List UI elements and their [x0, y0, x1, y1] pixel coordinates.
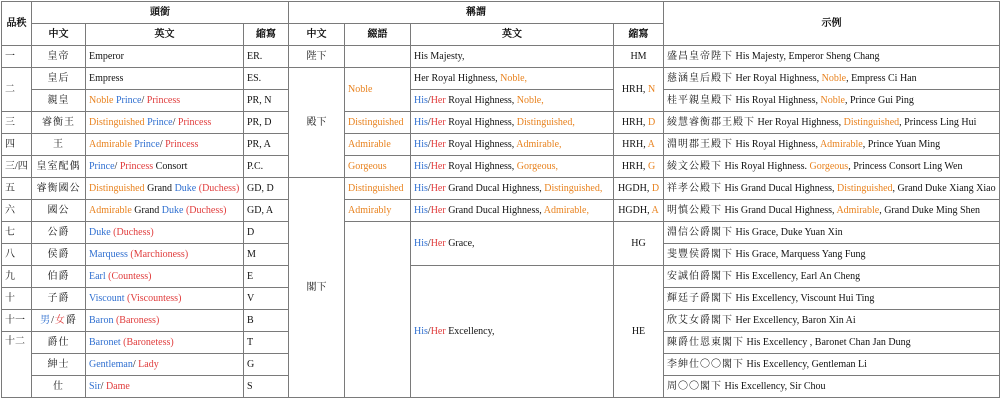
style-cn-cell: 閣下 — [289, 178, 345, 398]
style-abbr-cell: HRH, G — [614, 156, 664, 178]
example-cell: 明慎公殿下 His Grand Ducal Highness, Admirable, Grand Duke Ming Shen — [664, 200, 1000, 222]
style-abbr-cell: HE — [614, 266, 664, 398]
rank-cell: 九 — [2, 266, 32, 288]
style-en-cell: His/Her Royal Highness, Gorgeous, — [411, 156, 614, 178]
title-en-cell: Distinguished Grand Duke (Duchess) — [86, 178, 244, 200]
title-en-cell: Marquess (Marchioness) — [86, 244, 244, 266]
example-cell: 淵信公爵閣下 His Grace, Duke Yuan Xin — [664, 222, 1000, 244]
table-row — [2, 68, 1000, 90]
style-abbr-cell: HRH, A — [614, 134, 664, 156]
example-cell: 桂平親皇殿下 His Royal Highness, Noble, Prince Gui Ping — [664, 90, 1000, 112]
example-cell: 綾文公殿下 His Royal Highness. Gorgeous, Princess Consort Ling Wen — [664, 156, 1000, 178]
title-en-cell: Baron (Baroness) — [86, 310, 244, 332]
title-cn-cell: 親皇 — [32, 90, 86, 112]
style-en-cell: His/Her Grand Ducal Highness, Admirable, — [411, 200, 614, 222]
title-cn-cell: 王 — [32, 134, 86, 156]
style-abbr-cell: HG — [614, 222, 664, 266]
style-cn-cell: 陛下 — [289, 46, 345, 68]
style-mod-cell — [345, 222, 411, 398]
title-en-cell: Duke (Duchess) — [86, 222, 244, 244]
title-cn-cell: 子爵 — [32, 288, 86, 310]
table-row — [2, 90, 1000, 112]
title-en-cell: Viscount (Viscountess) — [86, 288, 244, 310]
title-cn-cell: 皇室配偶 — [32, 156, 86, 178]
table-row — [2, 134, 1000, 156]
style-mod-cell: Admirable — [345, 134, 411, 156]
title-abbr-cell: T — [244, 332, 289, 354]
style-abbr-cell: HGDH, D — [614, 178, 664, 200]
title-en-cell: Prince/ Princess Consort — [86, 156, 244, 178]
rank-cell: 二 — [2, 68, 32, 112]
title-cn-cell: 侯爵 — [32, 244, 86, 266]
style-mod-cell: Distinguished — [345, 178, 411, 200]
style-mod-cell: Admirably — [345, 200, 411, 222]
style-mod-cell: Gorgeous — [345, 156, 411, 178]
example-cell: 祥孝公殿下 His Grand Ducal Highness, Distinguished, Grand Duke Xiang Xiao — [664, 178, 1000, 200]
title-abbr-cell: E — [244, 266, 289, 288]
rank-cell: 四 — [2, 134, 32, 156]
header-example: 示例 — [664, 2, 1000, 46]
title-abbr-cell: P.C. — [244, 156, 289, 178]
style-abbr-cell: HM — [614, 46, 664, 68]
rank-cell: 三 — [2, 112, 32, 134]
style-en-cell: His/Her Grand Ducal Highness, Distinguished, — [411, 178, 614, 200]
example-en: His Majesty, Emperor Sheng Chang — [735, 50, 880, 62]
table-row — [2, 112, 1000, 134]
rank-cell: 八 — [2, 244, 32, 266]
example-cell: 欣艾女爵閣下 Her Excellency, Baron Xin Ai — [664, 310, 1000, 332]
header-style-group: 稱謂 — [289, 2, 664, 24]
header-style-en: 英文 — [411, 24, 614, 46]
title-en-cell: Noble Prince/ Princess — [86, 90, 244, 112]
title-cn-cell: 仕 — [32, 376, 86, 398]
title-abbr-cell: ER. — [244, 46, 289, 68]
title-abbr-cell: PR, N — [244, 90, 289, 112]
example-cell: 安誠伯爵閣下 His Excellency, Earl An Cheng — [664, 266, 1000, 288]
title-en-cell: Emperor — [86, 46, 244, 68]
title-abbr-cell: GD, D — [244, 178, 289, 200]
title-en-cell: Distinguished Prince/ Princess — [86, 112, 244, 134]
title-en-cell: Earl (Countess) — [86, 266, 244, 288]
style-abbr-cell: HRH, D — [614, 112, 664, 134]
example-cell: 陳爵仕恩東閣下 His Excellency , Baronet Chan Jan Dung — [664, 332, 1000, 354]
title-en-cell: Admirable Grand Duke (Duchess) — [86, 200, 244, 222]
style-en-cell: His Majesty, — [411, 46, 614, 68]
rank-cell: 十 — [2, 288, 32, 310]
example-cn: 盛昌皇帝陛下 — [667, 50, 733, 62]
example-cell: 輝廷子爵閣下 His Excellency, Viscount Hui Ting — [664, 288, 1000, 310]
rank-cell: 十一 — [2, 310, 32, 332]
style-cn-cell: 殿下 — [289, 68, 345, 178]
title-abbr-cell: PR, D — [244, 112, 289, 134]
title-cn-cell: 爵仕 — [32, 332, 86, 354]
style-en-cell: His/Her Royal Highness, Distinguished, — [411, 112, 614, 134]
example-cell: 慈涵皇后殿下 Her Royal Highness, Noble, Empress Ci Han — [664, 68, 1000, 90]
title-cn-cell: 睿衡王 — [32, 112, 86, 134]
rank-cell: 六 — [2, 200, 32, 222]
title-abbr-cell: S — [244, 376, 289, 398]
table-row — [2, 200, 1000, 222]
title-cn-cell: 皇后 — [32, 68, 86, 90]
title-abbr-cell: B — [244, 310, 289, 332]
style-en-cell: His/Her Royal Highness, Noble, — [411, 90, 614, 112]
example-cell: 斐豐侯爵閣下 His Grace, Marquess Yang Fung — [664, 244, 1000, 266]
title-cn-cell: 紳士 — [32, 354, 86, 376]
title-abbr-cell: PR, A — [244, 134, 289, 156]
style-en-cell: His/Her Grace, — [411, 222, 614, 266]
header-title-cn: 中文 — [32, 24, 86, 46]
title-cn-cell: 睿衡國公 — [32, 178, 86, 200]
rank-cell: 一 — [2, 46, 32, 68]
header-title-en: 英文 — [86, 24, 244, 46]
title-cn-cell: 國公 — [32, 200, 86, 222]
style-mod-cell — [345, 46, 411, 68]
table-row — [2, 156, 1000, 178]
title-en-cell: Gentleman/ Lady — [86, 354, 244, 376]
style-en-cell: His/Her Royal Highness, Admirable, — [411, 134, 614, 156]
example-cell: 周〇〇閣下 His Excellency, Sir Chou — [664, 376, 1000, 398]
rank-cell: 三/四 — [2, 156, 32, 178]
header-title-group: 頭銜 — [32, 2, 289, 24]
style-mod-cell: Noble — [345, 68, 411, 112]
title-en-cell: Sir/ Dame — [86, 376, 244, 398]
rank-cell: 五 — [2, 178, 32, 200]
rank-cell: 七 — [2, 222, 32, 244]
title-en-cell: Baronet (Baronetess) — [86, 332, 244, 354]
title-cn-cell: 皇帝 — [32, 46, 86, 68]
header-rank: 品秩 — [2, 2, 32, 46]
title-abbr-cell: V — [244, 288, 289, 310]
example-cell: 淵明郡王殿下 His Royal Highness, Admirable, Prince Yuan Ming — [664, 134, 1000, 156]
header-title-abbr: 縮寫 — [244, 24, 289, 46]
example-cell: 綾慧睿衡郡王殿下 Her Royal Highness, Distinguished, Princess Ling Hui — [664, 112, 1000, 134]
title-abbr-cell: D — [244, 222, 289, 244]
title-abbr-cell: ES. — [244, 68, 289, 90]
style-mod-cell: Distinguished — [345, 112, 411, 134]
example-cell — [664, 46, 1000, 68]
header-style-abbr: 縮寫 — [614, 24, 664, 46]
title-cn-cell: 男/女爵 — [32, 310, 86, 332]
rank-cell: 十二 — [2, 332, 32, 398]
title-abbr-cell: M — [244, 244, 289, 266]
title-cn-cell: 公爵 — [32, 222, 86, 244]
table-row — [2, 222, 1000, 244]
title-abbr-cell: G — [244, 354, 289, 376]
header-style-cn: 中文 — [289, 24, 345, 46]
example-cell: 李紳仕〇〇閣下 His Excellency, Gentleman Li — [664, 354, 1000, 376]
nobility-table — [1, 1, 1000, 398]
style-en-cell: Her Royal Highness, Noble, — [411, 68, 614, 90]
title-en-cell: Admirable Prince/ Princess — [86, 134, 244, 156]
title-cn-cell: 伯爵 — [32, 266, 86, 288]
table-row — [2, 46, 1000, 68]
title-abbr-cell: GD, A — [244, 200, 289, 222]
header-style-mod: 綴語 — [345, 24, 411, 46]
style-abbr-cell: HRH, N — [614, 68, 664, 112]
title-en-cell: Empress — [86, 68, 244, 90]
style-abbr-cell: HGDH, A — [614, 200, 664, 222]
style-en-cell: His/Her Excellency, — [411, 266, 614, 398]
table-row — [2, 178, 1000, 200]
table-row — [2, 266, 1000, 288]
